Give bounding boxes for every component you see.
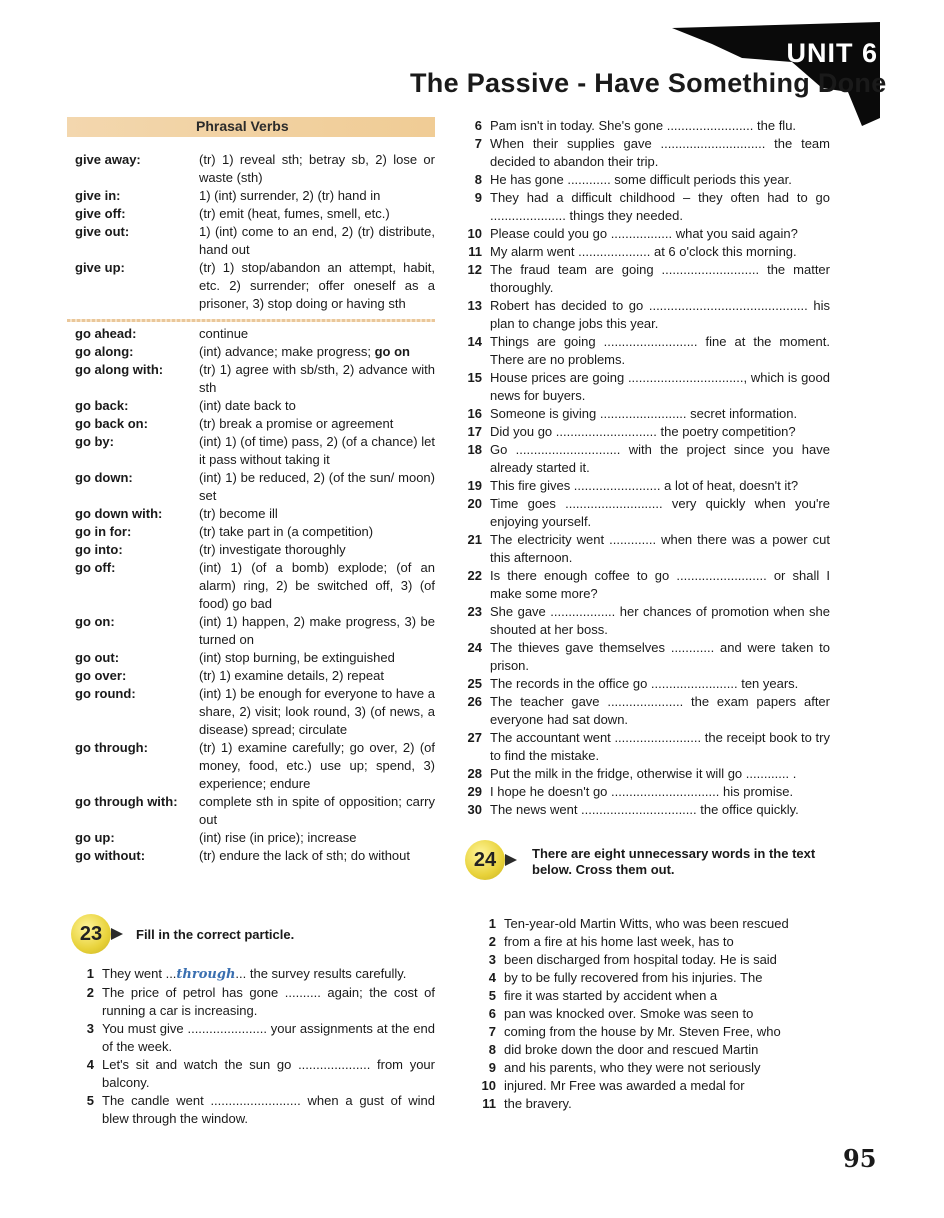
- item-text: The fraud team are going ........................... the matter thoroughly.: [490, 262, 830, 295]
- item-number: 11: [482, 1096, 496, 1111]
- phrasal-verb-definition: [199, 259, 435, 313]
- item-number: 27: [467, 730, 482, 745]
- phrasal-verb-term: go on:: [75, 614, 115, 629]
- text-line: [474, 1023, 834, 1041]
- item-text: Go ............................. with the project since you have already started it.: [490, 442, 830, 475]
- phrasal-verb-definition: [199, 649, 435, 667]
- definition-text: complete sth in spite of opposition; carry out: [199, 794, 435, 827]
- phrasal-verb-entry: [75, 505, 435, 523]
- phrasal-verb-entry: [75, 847, 435, 865]
- phrasal-verb-term: go up:: [75, 830, 115, 845]
- item-number: 11: [468, 244, 482, 259]
- item-number: 8: [488, 1042, 496, 1057]
- item-number: 20: [467, 496, 482, 511]
- text-line: [474, 1059, 834, 1077]
- phrasal-verb-entry: [75, 223, 435, 259]
- phrasal-verb-entry: [75, 739, 435, 793]
- item-text: They had a difficult childhood – they often had to go ..................... things they needed.: [490, 190, 830, 223]
- definition-text: (int) 1) happen, 2) make progress, 3) be turned on: [199, 614, 435, 647]
- phrasal-verb-definition: [199, 205, 435, 223]
- phrasal-verb-term: go without:: [75, 848, 146, 863]
- phrasal-verb-definition: [199, 505, 435, 523]
- item-number: 9: [474, 190, 482, 205]
- phrasal-verb-term: go through with:: [75, 794, 178, 809]
- phrasal-verb-definition: [199, 325, 435, 343]
- item-text: [102, 965, 435, 984]
- item-number: 10: [481, 1078, 496, 1093]
- item-text: The candle went ......................... when a gust of wind blew through the window.: [102, 1093, 435, 1126]
- exercise-item: [72, 1092, 435, 1128]
- item-number: 1: [86, 966, 94, 981]
- exercise-item: [460, 765, 830, 783]
- item-text: The teacher gave ..................... the exam papers after everyone had sat down.: [490, 694, 830, 727]
- phrasal-verb-entry: [75, 829, 435, 847]
- phrasal-verb-term: go back on:: [75, 416, 148, 431]
- page-title: The Passive - Have Something Done: [410, 68, 887, 98]
- phrasal-verb-definition: [199, 667, 435, 685]
- phrasal-verb-term: go by:: [75, 434, 114, 449]
- item-number: 22: [467, 568, 482, 583]
- item-number: 9: [488, 1060, 496, 1075]
- item-text: Things are going .......................... fine at the moment. There are no problems.: [490, 334, 830, 367]
- item-text: The electricity went ............. when there was a power cut this afternoon.: [490, 532, 830, 565]
- definition-text: 1) (int) come to an end, 2) (tr) distribute, hand out: [199, 224, 435, 257]
- item-text: been discharged from hospital today. He is said: [504, 952, 777, 967]
- item-number: 10: [467, 226, 482, 241]
- exercise-item: [460, 693, 830, 729]
- item-number: 6: [474, 118, 482, 133]
- section-divider: [67, 319, 435, 322]
- phrasal-verb-entry: [75, 259, 435, 313]
- phrasal-verb-entry: [75, 685, 435, 739]
- item-text: You must give ...................... your assignments at the end of the week.: [102, 1021, 435, 1054]
- item-text: coming from the house by Mr. Steven Free, who: [504, 1024, 781, 1039]
- phrasal-verb-entry: [75, 613, 435, 649]
- exercise-23-items-left: [72, 965, 435, 1128]
- exercise-23-instruction: Fill in the correct particle.: [136, 927, 295, 942]
- text-line: [474, 969, 834, 987]
- exercise-item: [460, 135, 830, 171]
- item-number: 19: [467, 478, 482, 493]
- phrasal-verb-definition: [199, 469, 435, 505]
- item-number: 23: [467, 604, 482, 619]
- phrasal-verb-term: go back:: [75, 398, 129, 413]
- item-text: injured. Mr Free was awarded a medal for: [504, 1078, 745, 1093]
- phrasal-verb-definition: [199, 397, 435, 415]
- item-number: 2: [86, 985, 94, 1000]
- phrasal-verb-definition: [199, 361, 435, 397]
- item-number: 12: [467, 262, 482, 277]
- phrasal-verb-term: go ahead:: [75, 326, 137, 341]
- item-text: He has gone ............ some difficult periods this year.: [490, 172, 792, 187]
- phrasal-verb-definition: [199, 685, 435, 739]
- phrasal-verb-term: go along with:: [75, 362, 164, 377]
- item-number: 5: [488, 988, 496, 1003]
- item-number: 7: [474, 136, 482, 151]
- text-line: [474, 933, 834, 951]
- item-text: The thieves gave themselves ............ and were taken to prison.: [490, 640, 830, 673]
- item-number: 6: [488, 1006, 496, 1021]
- text-line: [474, 1005, 834, 1023]
- exercise-24-text: [474, 915, 834, 1113]
- item-number: 25: [467, 676, 482, 691]
- item-text: the bravery.: [504, 1096, 572, 1111]
- phrasal-verb-term: go round:: [75, 686, 136, 701]
- exercise-item: [460, 261, 830, 297]
- phrasal-verb-entry: [75, 361, 435, 397]
- item-text: Is there enough coffee to go ......................... or shall I make some more?: [490, 568, 830, 601]
- text-line: [474, 1095, 834, 1113]
- item-number: 13: [467, 298, 482, 313]
- phrasal-verb-term: give away:: [75, 152, 141, 167]
- item-number: 30: [467, 802, 482, 817]
- item-text: Robert has decided to go ............................................ his plan to change jobs this year.: [490, 298, 830, 331]
- phrasal-verb-entry: [75, 415, 435, 433]
- phrasal-verb-term: give out:: [75, 224, 130, 239]
- exercise-24-instruction: There are eight unnecessary words in the text below. Cross them out.: [532, 846, 816, 877]
- exercise-item: [460, 567, 830, 603]
- definition-text: (tr) 1) reveal sth; betray sb, 2) lose or waste (sth): [199, 152, 435, 185]
- phrasal-verb-term: go down with:: [75, 506, 163, 521]
- exercise-item: [460, 801, 830, 819]
- text-line: [474, 1077, 834, 1095]
- definition-text: (tr) endure the lack of sth; do without: [199, 848, 410, 863]
- definition-text: (tr) 1) agree with sb/sth, 2) advance with sth: [199, 362, 435, 395]
- exercise-item: [460, 117, 830, 135]
- phrasal-verb-term: give up:: [75, 260, 125, 275]
- text-line: [474, 987, 834, 1005]
- item-number: 5: [86, 1093, 94, 1108]
- exercise-item: [72, 984, 435, 1020]
- item-text: fire it was started by accident when a: [504, 988, 718, 1003]
- phrasal-verb-definition: [199, 541, 435, 559]
- exercise-item: [460, 225, 830, 243]
- exercise-23-items-right: [460, 117, 830, 819]
- item-text: and his parents, who they were not seriously: [504, 1060, 761, 1075]
- item-text: The news went ................................ the office quickly.: [490, 802, 799, 817]
- definition-text: (int) rise (in price); increase: [199, 830, 357, 845]
- phrasal-verbs-list: [75, 151, 435, 865]
- phrasal-verb-definition: [199, 793, 435, 829]
- phrasal-verb-entry: [75, 541, 435, 559]
- definition-text: (int) 1) (of a bomb) explode; (of an alarm) ring, 2) be switched off, 3) (of food) go bad: [199, 560, 435, 611]
- definition-text: (int) advance; make progress;: [199, 344, 371, 359]
- item-number: 16: [467, 406, 482, 421]
- exercise-item: [460, 675, 830, 693]
- item-text: The price of petrol has gone .......... again; the cost of running a car is increasing.: [102, 985, 435, 1018]
- phrasal-verb-definition: [199, 829, 435, 847]
- item-number: 3: [488, 952, 496, 967]
- phrasal-verb-definition: [199, 847, 435, 865]
- item-text: House prices are going ................................, which is good news for buyers.: [490, 370, 830, 403]
- item-number: 29: [467, 784, 482, 799]
- exercise-item: [460, 531, 830, 567]
- item-number: 17: [467, 424, 482, 439]
- phrasal-verb-definition: [199, 739, 435, 793]
- item-number: 28: [467, 766, 482, 781]
- text-line: [474, 951, 834, 969]
- exercise-item: [460, 639, 830, 675]
- item-number: 14: [467, 334, 482, 349]
- phrasal-verb-term: go in for:: [75, 524, 132, 539]
- phrasal-verb-term: give in:: [75, 188, 121, 203]
- exercise-item: [460, 333, 830, 369]
- phrasal-verb-definition: [199, 433, 435, 469]
- item-number: 24: [467, 640, 482, 655]
- exercise-24-badge: 24: [465, 840, 505, 880]
- phrasal-verb-definition: [199, 223, 435, 259]
- phrasal-verb-definition: [199, 151, 435, 187]
- item-number: 8: [474, 172, 482, 187]
- exercise-item: [460, 297, 830, 333]
- exercise-item: [460, 189, 830, 225]
- phrasal-verb-entry: [75, 343, 435, 361]
- phrasal-verb-definition: [199, 187, 435, 205]
- exercise-item: [460, 729, 830, 765]
- definition-text: (int) date back to: [199, 398, 296, 413]
- exercise-item: [72, 965, 435, 984]
- item-text: Someone is giving ........................ secret information.: [490, 406, 798, 421]
- phrasal-verb-term: go into:: [75, 542, 123, 557]
- item-text: Time goes ........................... very quickly when you're enjoying yourself.: [490, 496, 830, 529]
- text-line: [474, 915, 834, 933]
- item-number: 7: [488, 1024, 496, 1039]
- item-text: Let's sit and watch the sun go .................... from your balcony.: [102, 1057, 435, 1090]
- item-number: 18: [467, 442, 482, 457]
- phrasal-verb-entry: [75, 205, 435, 223]
- item-number: 1: [488, 916, 496, 931]
- exercise-23-badge: 23: [71, 914, 111, 954]
- item-text: When their supplies gave ............................. the team decided to abandon their trip.: [490, 136, 830, 169]
- unit-label: UNIT 6: [786, 38, 878, 68]
- phrasal-verb-definition: [199, 415, 435, 433]
- phrasal-verb-entry: [75, 151, 435, 187]
- exercise-item: [460, 171, 830, 189]
- phrasal-verb-term: go out:: [75, 650, 120, 665]
- phrasal-verb-definition: [199, 613, 435, 649]
- definition-text: (tr) break a promise or agreement: [199, 416, 394, 431]
- phrasal-verb-entry: [75, 559, 435, 613]
- phrasal-verb-term: give off:: [75, 206, 126, 221]
- definition-text: continue: [199, 326, 249, 341]
- phrasal-verb-definition: [199, 523, 435, 541]
- exercise-item: [460, 603, 830, 639]
- exercise-item: [460, 495, 830, 531]
- item-number: 3: [86, 1021, 94, 1036]
- item-text: Put the milk in the fridge, otherwise it will go ............ .: [490, 766, 797, 781]
- phrasal-verb-entry: [75, 649, 435, 667]
- item-text: by to be fully recovered from his injuries. The: [504, 970, 763, 985]
- phrasal-verb-term: go through:: [75, 740, 148, 755]
- definition-text: (tr) 1) examine details, 2) repeat: [199, 668, 384, 683]
- phrasal-verb-term: go down:: [75, 470, 133, 485]
- exercise-item: [460, 441, 830, 477]
- phrasal-verb-entry: [75, 469, 435, 505]
- item-text: pan was knocked over. Smoke was seen to: [504, 1006, 754, 1021]
- definition-text: (int) 1) be reduced, 2) (of the sun/ moon) set: [199, 470, 435, 503]
- phrasal-verb-term: go off:: [75, 560, 116, 575]
- item-number: 15: [467, 370, 482, 385]
- item-number: 4: [86, 1057, 94, 1072]
- definition-text: (int) 1) be enough for everyone to have a share, 2) visit; look round, 3) (of news, a disease) spread; circulate: [199, 686, 435, 737]
- phrasal-verb-definition: [199, 343, 435, 361]
- definition-text: (tr) 1) examine carefully; go over, 2) (of money, food, etc.) use up; spend, 3) experience; endure: [199, 740, 435, 791]
- exercise-item: [460, 423, 830, 441]
- definition-text: 1) (int) surrender, 2) (tr) hand in: [199, 188, 381, 203]
- page-number: 95: [843, 1144, 877, 1173]
- item-text: I hope he doesn't go .............................. his promise.: [490, 784, 794, 799]
- definition-text: (int) stop burning, be extinguished: [199, 650, 395, 665]
- phrasal-verb-entry: [75, 523, 435, 541]
- definition-text: (int) 1) (of time) pass, 2) (of a chance) let it pass without taking it: [199, 434, 435, 467]
- item-number: 26: [467, 694, 482, 709]
- item-text: Pam isn't in today. She's gone ........................ the flu.: [490, 118, 797, 133]
- item-text-start: They went ...: [102, 966, 177, 981]
- phrasal-verb-entry: [75, 667, 435, 685]
- phrasal-verb-entry: [75, 325, 435, 343]
- item-text: Please could you go ................. what you said again?: [490, 226, 798, 241]
- exercise-item: [460, 783, 830, 801]
- item-number: 21: [467, 532, 482, 547]
- definition-text: (tr) become ill: [199, 506, 278, 521]
- exercise-item: [72, 1020, 435, 1056]
- definition-text: (tr) take part in (a competition): [199, 524, 374, 539]
- phrasal-verb-term: go over:: [75, 668, 127, 683]
- phrasal-verbs-heading: Phrasal Verbs: [196, 118, 289, 134]
- item-text: Did you go ............................ the poetry competition?: [490, 424, 796, 439]
- item-text: She gave .................. her chances of promotion when she shouted at her boss.: [490, 604, 830, 637]
- phrasal-verb-term: go along:: [75, 344, 134, 359]
- item-text: My alarm went .................... at 6 o'clock this morning.: [490, 244, 797, 259]
- definition-text: (tr) 1) stop/abandon an attempt, habit, etc. 2) surrender; offer oneself as a prisoner, 3) stop doing or having sth: [199, 260, 435, 311]
- exercise-item: [460, 477, 830, 495]
- item-text: did broke down the door and rescued Martin: [504, 1042, 759, 1057]
- exercise-item: [460, 243, 830, 261]
- item-text: from a fire at his home last week, has to: [504, 934, 734, 949]
- item-text: The accountant went ........................ the receipt book to try to find the mistake.: [490, 730, 830, 763]
- item-text-end: ... the survey results carefully.: [235, 966, 407, 981]
- item-text: This fire gives ........................ a lot of heat, doesn't it?: [490, 478, 799, 493]
- item-text: Ten-year-old Martin Witts, who was been rescued: [504, 916, 789, 931]
- phrasal-verb-entry: [75, 397, 435, 415]
- exercise-item: [460, 369, 830, 405]
- exercise-item: [460, 405, 830, 423]
- item-text: The records in the office go ........................ ten years.: [490, 676, 799, 691]
- handwritten-example-answer: through: [176, 967, 236, 982]
- exercise-item: [72, 1056, 435, 1092]
- phrasal-verb-entry: [75, 433, 435, 469]
- item-number: 2: [488, 934, 496, 949]
- phrasal-verb-entry: [75, 187, 435, 205]
- text-line: [474, 1041, 834, 1059]
- definition-text: (tr) emit (heat, fumes, smell, etc.): [199, 206, 390, 221]
- definition-text: (tr) investigate thoroughly: [199, 542, 346, 557]
- phrasal-verb-definition: [199, 559, 435, 613]
- phrasal-verb-entry: [75, 793, 435, 829]
- definition-bold-text: go on: [374, 344, 410, 359]
- item-number: 4: [488, 970, 496, 985]
